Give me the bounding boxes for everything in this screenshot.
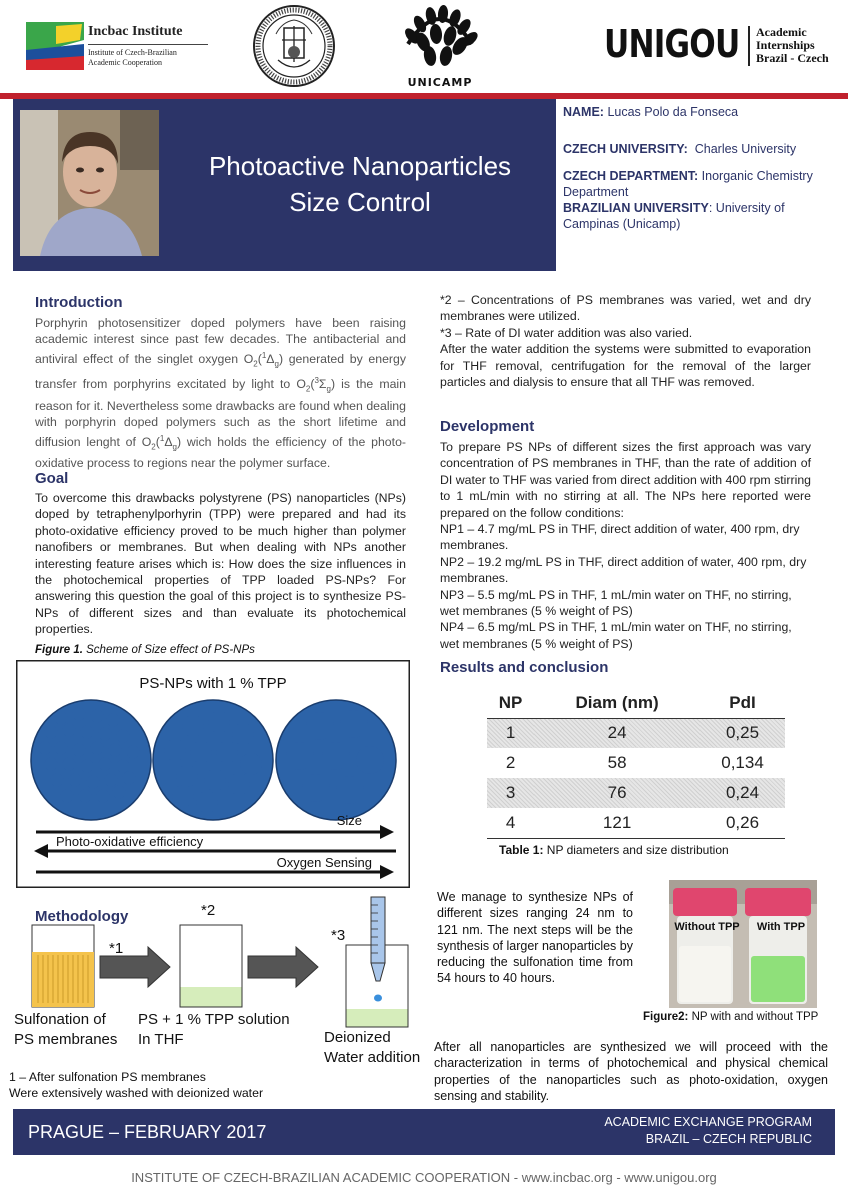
vials-photo-icon	[669, 880, 817, 1008]
development-heading: Development	[440, 418, 535, 435]
charles-university-seal-icon	[252, 4, 336, 88]
figure1-scheme	[16, 660, 410, 888]
figure1-caption	[35, 644, 255, 656]
step3-label-b: Water addition	[324, 1049, 421, 1066]
unigou-separator	[748, 26, 750, 66]
table-cell: 4	[487, 808, 534, 838]
goal-heading: Goal	[35, 470, 69, 487]
table-cell: 76	[534, 778, 700, 808]
tpp-solution-beaker-icon	[180, 925, 242, 1007]
nanoparticle-dot	[79, 790, 92, 803]
nanoparticle-dot	[81, 760, 94, 773]
info-czech-uni-label: CZECH UNIVERSITY:	[563, 142, 688, 156]
nanoparticle-dot	[123, 772, 136, 785]
nanoparticle-dot	[240, 753, 262, 775]
figure2-caption	[643, 1011, 818, 1023]
nanoparticle-dot	[286, 742, 314, 770]
table-cell: 121	[534, 808, 700, 838]
table-row	[487, 718, 785, 748]
table-row	[487, 808, 785, 838]
nanoparticle-dot	[190, 741, 212, 763]
nanoparticle-dot	[208, 711, 230, 733]
nanoparticle-dot	[61, 790, 74, 803]
figure1-title: PS-NPs with 1 % TPP	[139, 675, 287, 692]
poster-title	[175, 148, 545, 220]
sulfonation-beaker-icon	[32, 925, 94, 1007]
nanoparticle-dot	[97, 790, 110, 803]
method-post-processing: After the water addition the systems were submitted to evaporation for THF removal, centrifugation for the removal of the larger particles and dialysis to ensure that all THF was removed.	[440, 342, 811, 390]
nanoparticle-dot	[73, 744, 86, 757]
introduction-text: Porphyrin photosensitizer doped polymers have been raising academic interest since past few decades. The antibacterial and antiviral effect of the singlet oxygen $O_2(^1\Delta_g)$ generated by energy transfer from porphyrins excitated by light to $O_2(^3\Sigma_g)$ is the main reason for it. Nevertheless some drawbacks are found when dealing with porphyrin doped polymers such as the short lifetime and diffusion lenght of $O_2(^1\Delta_g)$ wich holds the efficiency of the photo-oxidative process to regions near the polymer surface.	[35, 316, 407, 471]
goal-text: To overcome this drawbacks polystyrene (PS) nanoparticles (NPs) doped by tetraphenylporhyrin (TPP) were prepared and had its photo-oxidative efficiency proved to be much higher than polymer nanofibers or membranes. But when dealing with NPs another interesting feature arises which is: How does the size influences in the photochemical properties of TPP loaded PS-NPs? For answering this question the goal of this project is to synthesize PS-NPs of different sizes and than evaluate its photochemical properties.	[35, 491, 406, 637]
methodology-heading: Methodology	[35, 908, 129, 925]
figure2-caption-label: Figure2:	[643, 1011, 689, 1023]
nanoparticle-dot	[45, 758, 58, 771]
nanoparticle-dot	[39, 742, 52, 755]
fig2-with-label: With TPP	[756, 921, 806, 933]
unicamp-wordmark: UNICAMP	[407, 76, 473, 89]
results-text-2: After all nanoparticles are synthesized we will proceed with the characterization in terms of photochemical and physical chemical properties of the nanoparticles such as photo-oxidation, oxygen sensing and stability.	[434, 1040, 828, 1103]
nanoparticle-dot	[127, 746, 140, 759]
results-text-1: We manage to synthesize NPs of different sizes ranging 24 nm to 121 nm. The next steps will be the synthesis of larger nanoparticles by reducing the sulfonation time from 54 hours to 40 hours.	[437, 890, 633, 986]
info-czech-uni-value: Charles University	[694, 142, 797, 156]
step2-label-a: PS + 1 % TPP solution	[138, 1011, 290, 1028]
incbac-sub-line2: Academic Cooperation	[88, 58, 162, 67]
info-czech-department	[563, 168, 838, 200]
nanoparticle-dot	[117, 760, 130, 773]
unigou-tagline-1: Academic	[756, 25, 807, 39]
nanoparticle-dot	[51, 774, 64, 787]
table-row	[487, 748, 785, 778]
step-label-tpp-solution	[138, 1010, 290, 1050]
nanoparticle-dot	[228, 773, 250, 795]
step3-label-a: Deionized	[324, 1029, 391, 1046]
table-cell: 0,26	[700, 808, 785, 838]
info-br-uni-value: : University of Campinas (Unicamp)	[563, 201, 785, 231]
step-marker-3: *3	[331, 927, 346, 944]
incbac-flag-icon	[26, 22, 84, 70]
table-header-np: NP	[487, 688, 534, 718]
nanoparticle-dot	[117, 730, 130, 743]
info-name-value: Lucas Polo da Fonseca	[607, 105, 739, 119]
step1-label-a: Sulfonation of	[14, 1011, 106, 1028]
results-heading: Results and conclusion	[440, 659, 609, 676]
table-cell: 0,24	[700, 778, 785, 808]
step-label-sulfonation	[14, 1010, 117, 1050]
table-header-row	[487, 688, 785, 718]
nanoparticle-dot	[69, 774, 82, 787]
step-marker-1: *1	[109, 940, 124, 957]
info-czech-dept-label: CZECH DEPARTMENT:	[563, 169, 699, 183]
method-notes	[440, 292, 811, 390]
table-cell: 2	[505, 753, 516, 772]
nanoparticle-dot	[91, 742, 104, 755]
footer-program-line1: ACADEMIC EXCHANGE PROGRAM	[604, 1115, 812, 1129]
unicamp-logo	[398, 4, 482, 92]
footer-institute-line: INSTITUTE OF CZECH-BRAZILIAN ACADEMIC COOPERATION - www.incbac.org - www.unigou.org	[131, 1170, 717, 1185]
table-cell: 0,25	[700, 718, 785, 748]
table-header-pdi: PdI	[700, 688, 785, 718]
nanoparticle-dot	[55, 712, 68, 725]
nanoparticle-dot	[73, 708, 86, 721]
fig2-without-label: Without TPP	[674, 921, 740, 933]
title-line-2: Size Control	[289, 187, 431, 217]
method-note-2: *2 – Concentrations of PS membranes was varied, wet and dry membranes were utilized.	[440, 293, 811, 324]
nanoparticle-dot	[63, 758, 76, 771]
development-np3: NP3 – 5.5 mg/mL PS in THF, 1 mL/min water on THF, no stirring, wet membranes (5 % weight of PS)	[440, 587, 792, 619]
footer-program-line2: BRAZIL – CZECH REPUBLIC	[645, 1132, 812, 1146]
development-np1: NP1 – 4.7 mg/mL PS in THF, direct addition of water, 400 rpm, dry membranes.	[440, 522, 800, 553]
development-np4: NP4 – 6.5 mg/mL PS in THF, 1 mL/min water on THF, no stirring, wet membranes (5 % weight of PS)	[440, 620, 792, 651]
nanoparticle-dot	[99, 758, 112, 771]
table-row	[487, 778, 785, 808]
title-line-1: Photoactive Nanoparticles	[208, 151, 512, 181]
unigou-tagline	[756, 26, 829, 65]
nanoparticle-dot	[45, 726, 58, 739]
nanoparticle-dot	[109, 744, 122, 757]
nanoparticle-dot	[91, 710, 104, 723]
step-marker-2: *2	[201, 902, 216, 919]
photo-oxidative-label: Photo-oxidative efficiency	[56, 834, 204, 849]
nanoparticle-dot	[107, 714, 120, 727]
intro-text-c: is the main reason for it. Nevertheless some drawbacks are found when dealing with porphyrin doped polymers such as the short lifetime and diffusion lenght of O	[35, 376, 406, 449]
info-czech-university	[563, 141, 838, 157]
incbac-subtitle	[88, 48, 177, 68]
figure2-caption-text: NP with and without TPP	[688, 1011, 819, 1023]
development-intro: To prepare PS NPs of different sizes the first approach was vary concentration of PS membranes in THF, than the rate of addition of DI water to THF was varied from direct addition with 400 rpm stirring to 1 mL/min with no stirring at all. The NPs here reported were prepared on the follow conditions:	[440, 440, 811, 520]
nanoparticle-dot	[99, 728, 112, 741]
nanoparticle-dot	[302, 774, 330, 802]
table1-caption-label: Table 1:	[499, 843, 544, 857]
table-cell: 0,134	[721, 753, 764, 772]
nanoparticle-dot	[182, 715, 204, 737]
unigou-tagline-3: Brazil - Czech	[756, 51, 829, 65]
table1-caption	[499, 843, 729, 857]
author-portrait-icon	[20, 110, 159, 256]
figure1-caption-text: Scheme of Size effect of PS-NPs	[82, 644, 255, 656]
nanoparticle-dot	[105, 774, 118, 787]
figure1-caption-label: Figure 1.	[35, 644, 83, 656]
table-cell: 24	[534, 718, 700, 748]
nanoparticle-dot	[176, 765, 198, 787]
nanoparticle-dot	[172, 785, 194, 807]
table1-caption-text: NP diameters and size distribution	[543, 843, 729, 857]
info-brazilian-university	[563, 200, 838, 232]
nanoparticle-dot	[87, 776, 100, 789]
development-np2: NP2 – 19.2 mg/mL PS in THF, direct addition of water, 400 rpm, dry membranes.	[440, 554, 807, 586]
intro-text-a: Porphyrin photosensitizer doped polymers have been raising academic interest since past few decades. The antibacterial and antiviral effect of the singlet oxygen O	[35, 316, 406, 366]
nanoparticle-dot	[336, 776, 364, 804]
table-cell: 3	[487, 778, 534, 808]
nanoparticle-dot	[306, 712, 334, 740]
nanoparticle-dot	[81, 726, 94, 739]
methodology-note	[9, 1069, 263, 1101]
nanoparticle-dot	[216, 741, 238, 763]
size-arrow-label: Size	[336, 813, 362, 828]
nanoparticle-dot	[55, 742, 68, 755]
figure2-photo	[669, 880, 817, 1008]
table-cell: 58	[607, 753, 627, 772]
nanoparticle-dot	[196, 791, 218, 813]
incbac-sub-line1: Institute of Czech-Brazilian	[88, 48, 177, 57]
intro-text-d: wich holds the efficiency of the photo-oxidative process to regions near the polymer surface.	[35, 434, 407, 471]
info-name	[563, 104, 838, 120]
footer-location-date: PRAGUE – FEBRUARY 2017	[28, 1122, 267, 1142]
intro-text-b: generated by energy transfer from porphyrins excitated by light to O	[35, 351, 406, 391]
nanoparticle-dot	[63, 724, 76, 737]
info-br-uni-label: BRAZILIAN UNIVERSITY	[563, 201, 709, 215]
author-photo	[20, 110, 159, 256]
methodology-note-2: Were extensively washed with deionized water	[9, 1086, 264, 1100]
method-note-3: *3 – Rate of DI water addition was also varied.	[440, 325, 693, 340]
step1-label-b: PS membranes	[14, 1031, 118, 1048]
unigou-tagline-2: Internships	[756, 38, 815, 52]
nanoparticle-dot	[232, 723, 254, 745]
footer-program	[560, 1114, 812, 1148]
nanoparticle-dot	[356, 746, 384, 774]
development-text	[440, 439, 811, 652]
nanoparticle-dot	[164, 739, 186, 761]
info-czech-dept-value: Inorganic Chemistry Department	[563, 169, 813, 199]
methodology-note-1: 1 – After sulfonation PS membranes	[9, 1070, 206, 1084]
incbac-name: Incbac Institute	[88, 24, 183, 39]
step-label-water-addition	[324, 1028, 420, 1068]
oxygen-sensing-label: Oxygen Sensing	[276, 855, 372, 870]
incbac-logo	[26, 18, 196, 74]
info-name-label: NAME:	[563, 105, 604, 119]
introduction-heading: Introduction	[35, 294, 123, 311]
author-info	[563, 104, 838, 232]
unigou-logo	[604, 22, 834, 72]
table-header-diam: Diam (nm)	[534, 688, 700, 718]
nanoparticle-dot	[340, 710, 368, 738]
nanoparticle-dot	[322, 742, 350, 770]
unicamp-emblem-icon	[398, 4, 482, 76]
unigou-wordmark: UNIGOU	[604, 22, 740, 66]
nanoparticle-dot	[204, 769, 226, 791]
incbac-divider	[88, 44, 208, 45]
np-results-table	[487, 688, 785, 839]
process-arrow-2-icon	[248, 947, 318, 987]
step2-label-b: In THF	[138, 1031, 184, 1048]
nanoparticle-dot	[113, 786, 126, 799]
table-cell: 1	[487, 718, 534, 748]
